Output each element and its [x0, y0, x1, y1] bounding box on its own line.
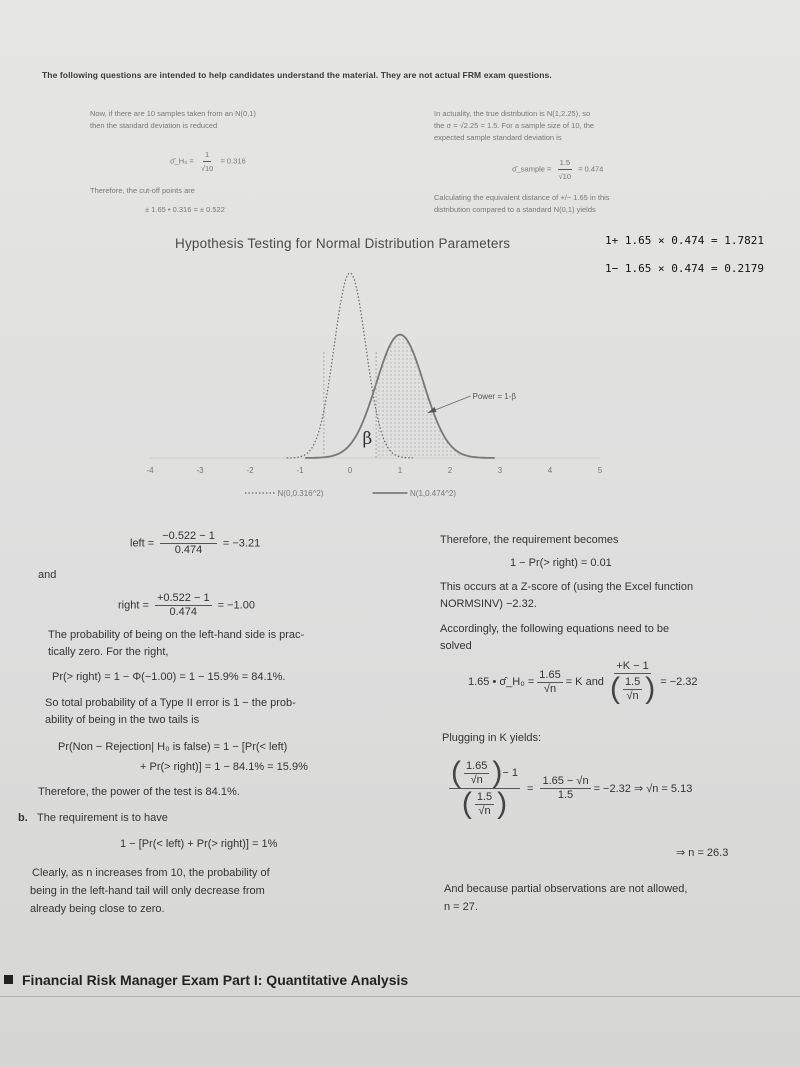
- top-left-text-1: Now, if there are 10 samples taken from an N(0,1): [90, 109, 256, 118]
- x-tick-label: -4: [146, 466, 154, 475]
- hypothesis-chart: [130, 258, 620, 508]
- paragraph-right-2b: NORMSINV) −2.32.: [440, 598, 537, 610]
- part-b-label: b.: [18, 812, 28, 824]
- x-tick-label: 2: [447, 466, 453, 475]
- paragraph-right-5b: n = 27.: [444, 901, 478, 913]
- paragraph-left-2a: So total probability of a Type II error is 1 − the prob-: [45, 697, 296, 709]
- equation-right-2: 1.65 • σ̂_H₀ = $\frac{1.65}{√n}$ = K and +K − 1 ( $\frac{1.5}{√n}$ ) = −2.32: [468, 660, 698, 705]
- handwritten-note-2: 1− 1.65 × 0.474 = 0.2179: [605, 262, 764, 275]
- paragraph-right-4: Plugging in K yields:: [442, 732, 542, 744]
- top-left-equation: σ̂_H₀ = $\frac{1}{√10}$ = 0.316: [170, 150, 246, 173]
- top-right-text-5: distribution compared to a standard N(0,1) yields: [434, 205, 596, 214]
- equation-right-1: 1 − Pr(> right) = 0.01: [510, 557, 612, 569]
- part-b-text: The requirement is to have: [37, 812, 168, 824]
- paragraph-right-2a: This occurs at a Z-score of (using the Excel function: [440, 581, 694, 593]
- x-tick-label: 3: [497, 466, 503, 475]
- paragraph-right-5a: And because partial observations are not allowed,: [444, 883, 688, 895]
- x-tick-label: 5: [597, 466, 603, 475]
- footer-title: Financial Risk Manager Exam Part I: Quantitative Analysis: [22, 972, 409, 988]
- x-tick-label: -2: [246, 466, 254, 475]
- paragraph-left-1b: tically zero. For the right,: [48, 646, 169, 658]
- top-right-text-1: In actuality, the true distribution is N(1,2.25), so: [434, 109, 591, 118]
- top-left-text-3: Therefore, the cut-off points are: [90, 186, 195, 195]
- paragraph-right-3b: solved: [440, 640, 472, 652]
- left-equation: left = $\frac{-0.522 - 1}{0.474}$ = −3.21: [130, 530, 261, 556]
- paragraph-left-4a: Clearly, as n increases from 10, the probability of: [32, 867, 270, 879]
- x-tick-label: 4: [547, 466, 553, 475]
- chart-title: Hypothesis Testing for Normal Distribution Parameters: [175, 236, 511, 251]
- paragraph-left-1a: The probability of being on the left-hand side is prac-: [48, 629, 305, 641]
- x-tick-label: 0: [347, 466, 353, 475]
- paragraph-right-1: Therefore, the requirement becomes: [440, 534, 619, 546]
- power-label: Power = 1-β: [472, 392, 517, 401]
- paragraph-left-4b: being in the left-hand tail will only decrease from: [30, 885, 265, 897]
- equation-right-4: ⇒ n = 26.3: [676, 847, 729, 859]
- top-left-text-2: then the standard deviation is reduced: [90, 121, 218, 130]
- equation-left-2a: Pr(Non − Rejection| H₀ is false) = 1 − [Pr(< left): [58, 741, 288, 753]
- paragraph-left-3: Therefore, the power of the test is 84.1%.: [38, 786, 240, 798]
- top-right-text-3: expected sample standard deviation is: [434, 133, 562, 142]
- footer-square-icon: [4, 975, 13, 984]
- footer-divider: [0, 996, 800, 997]
- top-right-equation: σ̂_sample = $\frac{1.5}{√10}$ = 0.474: [512, 158, 604, 181]
- top-right-text-4: Calculating the equivalent distance of +/− 1.65 in this: [434, 193, 610, 202]
- legend-label-2: N(1,0.474^2): [410, 489, 456, 498]
- top-right-text-2: the σ = √2.25 = 1.5. For a sample size of 10, the: [434, 121, 595, 130]
- and-text: and: [38, 569, 57, 581]
- beta-label: β: [362, 429, 373, 449]
- handwritten-note-1: 1+ 1.65 × 0.474 = 1.7821: [605, 234, 764, 247]
- equation-left-1: Pr(> right) = 1 − Φ(−1.00) = 1 − 15.9% = 84.1%.: [52, 671, 286, 683]
- x-tick-label: 1: [397, 466, 403, 475]
- paragraph-left-4c: already being close to zero.: [30, 903, 165, 915]
- equation-left-2b: + Pr(> right)] = 1 − 84.1% = 15.9%: [140, 761, 308, 773]
- paragraph-left-2b: ability of being in the two tails is: [45, 714, 200, 726]
- legend-label-1: N(0,0.316^2): [277, 489, 324, 498]
- equation-right-3: ( $\frac{1.65}{√n}$ ) − 1 ( $\frac{1.5}{√n}$ ) = $\frac{1.65 - √n}{1.5}$ = −2.32 ⇒ √n = 5.13: [451, 756, 693, 820]
- x-tick-label: -1: [296, 466, 304, 475]
- x-tick-label: -3: [196, 466, 204, 475]
- right-equation: right = $\frac{+0.522 - 1}{0.474}$ = −1.00: [118, 592, 255, 618]
- page-header: The following questions are intended to help candidates understand the material. They are not actual FRM exam questions.: [42, 70, 552, 80]
- paragraph-right-3a: Accordingly, the following equations need to be: [440, 623, 670, 635]
- top-left-text-4: ± 1.65 • 0.316 = ± 0.522: [145, 205, 225, 214]
- equation-left-3: 1 − [Pr(< left) + Pr(> right)] = 1%: [120, 838, 278, 850]
